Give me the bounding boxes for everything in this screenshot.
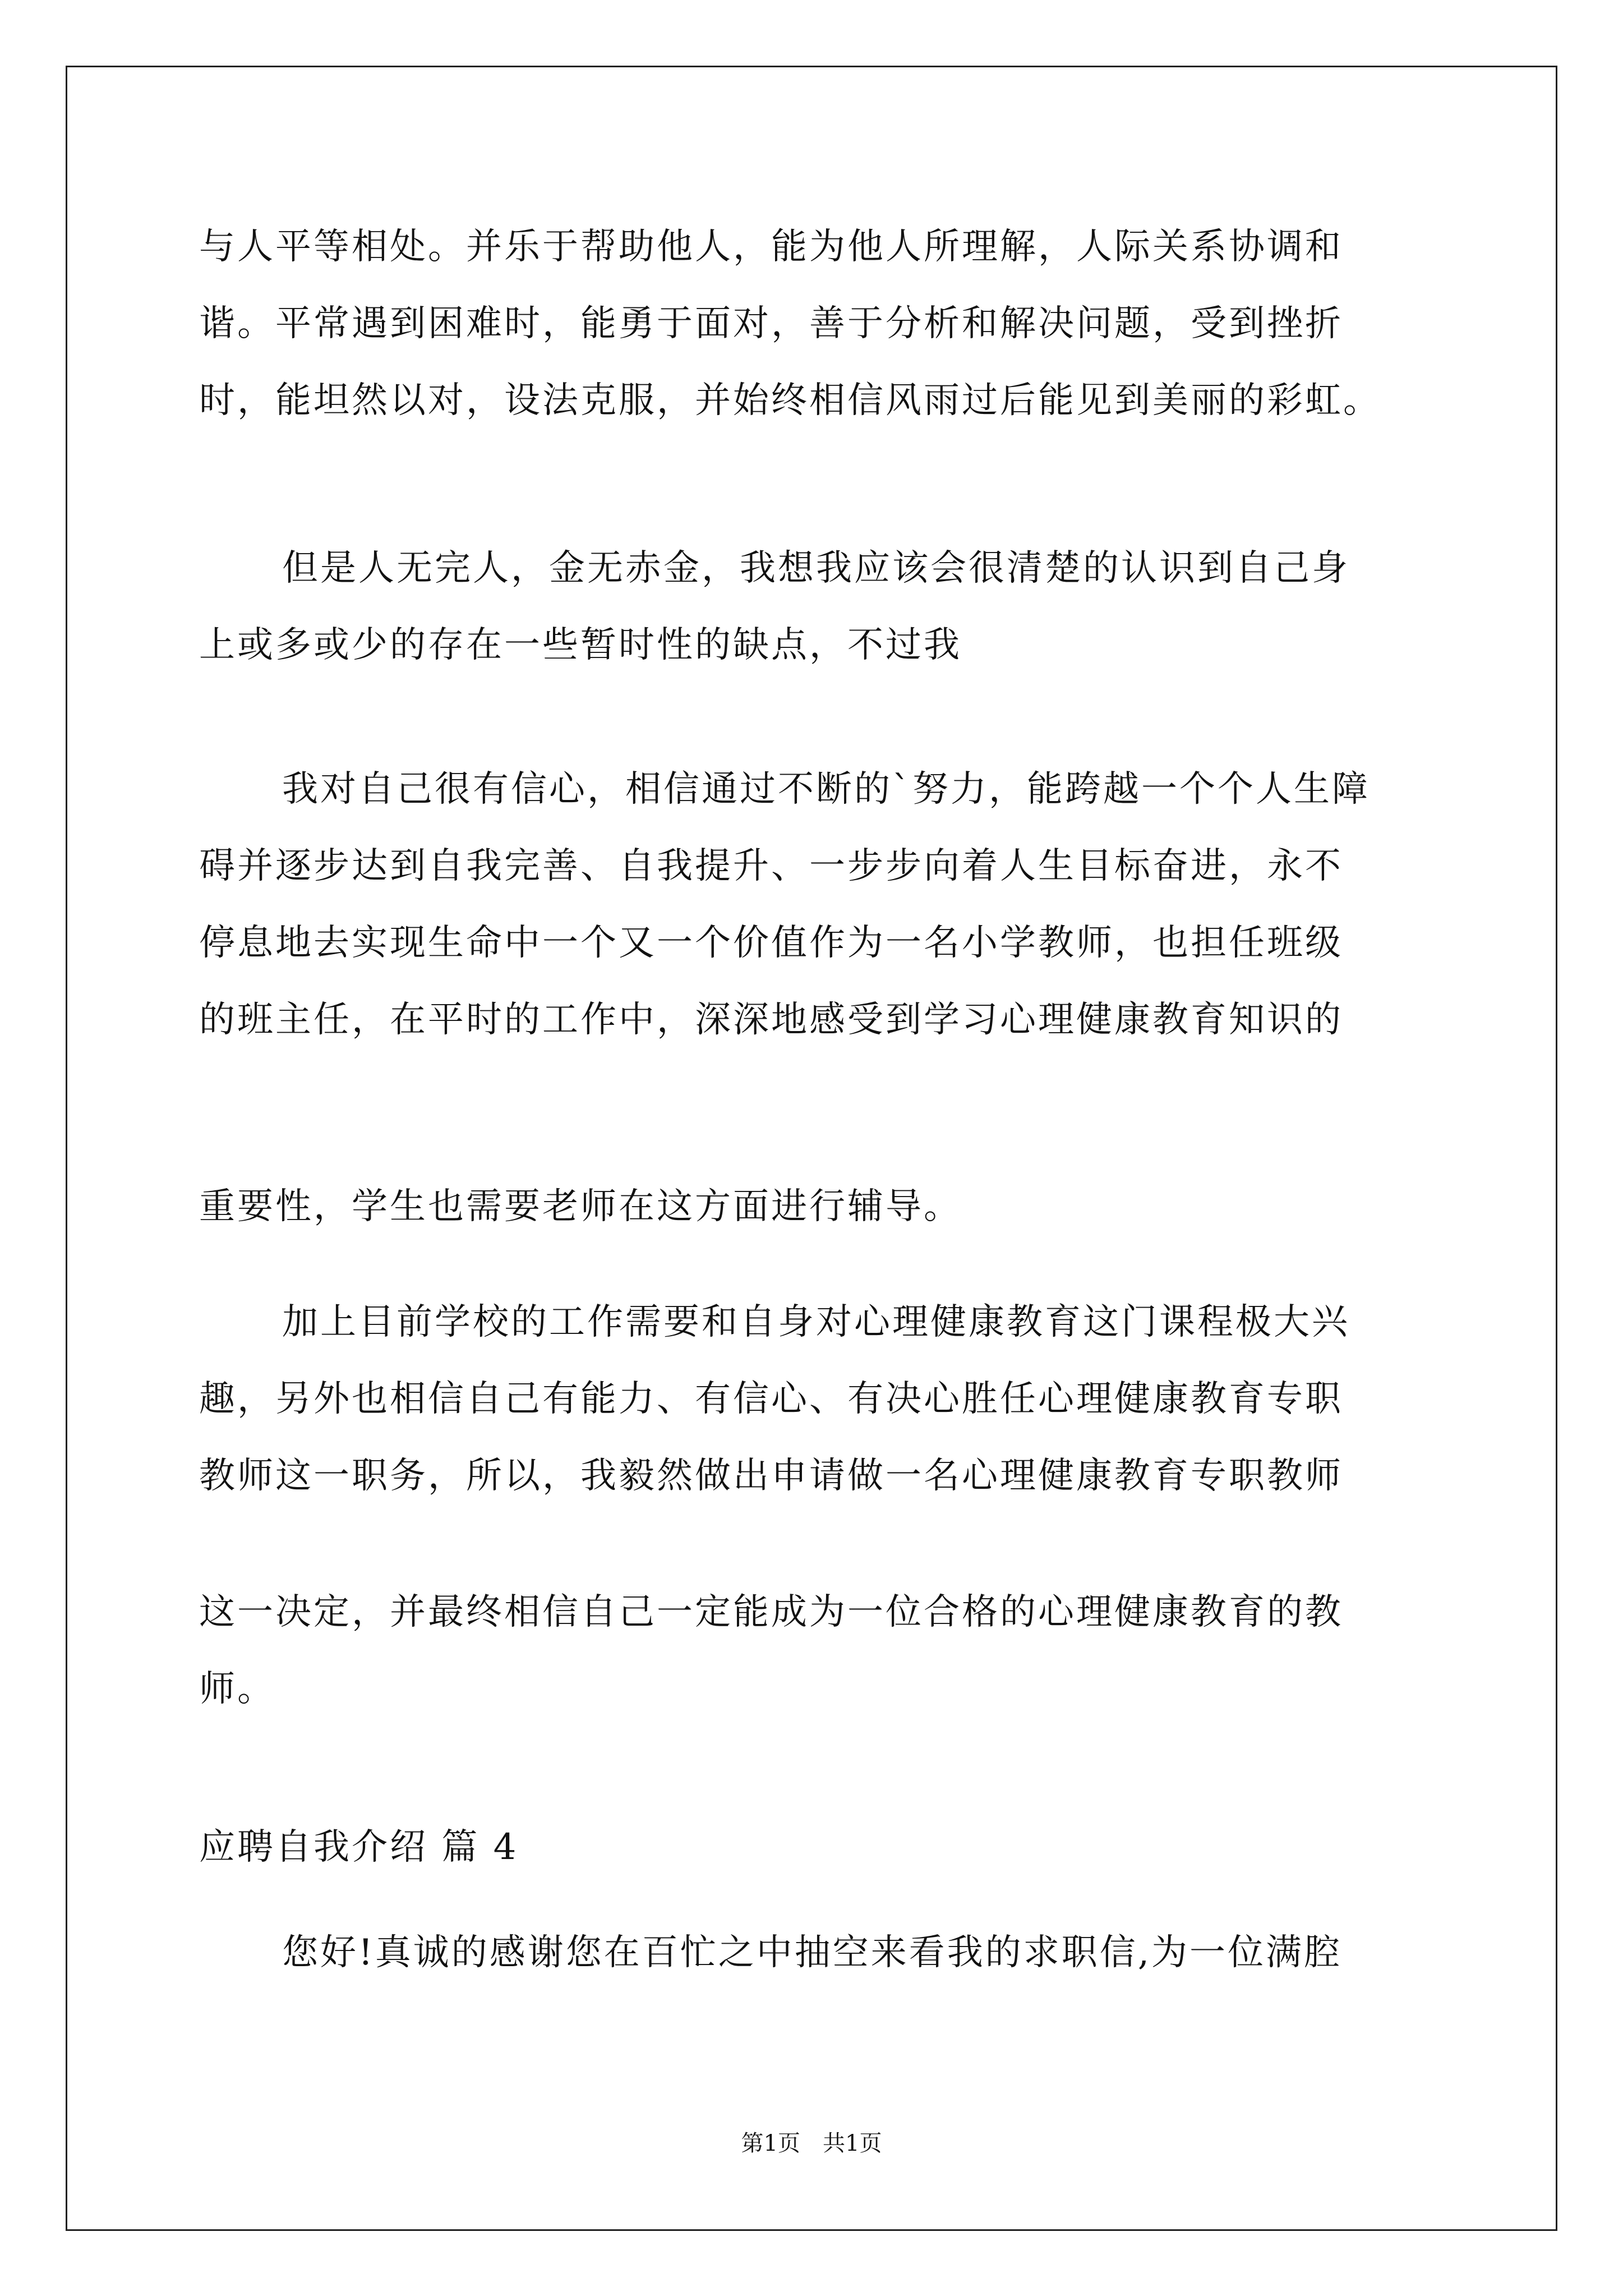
text-line: 但是人无完人，金无赤金，我想我应该会很清楚的认识到自己身: [282, 547, 1350, 589]
text-line: 时，能坦然以对，设法克服，并始终相信风雨过后能见到美丽的彩虹。: [199, 380, 1381, 421]
text-line: 教师这一职务，所以，我毅然做出申请做一名心理健康教育专职教师: [199, 1455, 1343, 1497]
text-line: 趣，另外也相信自己有能力、有信心、有决心胜任心理健康教育专职: [199, 1378, 1343, 1420]
text-line: 的班主任，在平时的工作中，深深地感受到学习心理健康教育知识的: [199, 999, 1343, 1041]
text-line: 上或多或少的存在一些暂时性的缺点，不过我: [199, 624, 962, 666]
text-line: 与人平等相处。并乐于帮助他人，能为他人所理解，人际关系协调和: [199, 226, 1343, 268]
text-line: 师。: [199, 1668, 275, 1710]
text-line: 您好!真诚的感谢您在百忙之中抽空来看我的求职信,为一位满腔: [282, 1932, 1343, 1973]
text-line: 停息地去实现生命中一个又一个价值作为一名小学教师，也担任班级: [199, 922, 1343, 964]
text-line: 谐。平常遇到困难时，能勇于面对，善于分析和解决问题，受到挫折: [199, 303, 1343, 344]
text-line: 重要性，学生也需要老师在这方面进行辅导。: [199, 1186, 962, 1227]
text-line: 我对自己很有信心，相信通过不断的`努力，能跨越一个个人生障: [282, 769, 1370, 810]
section-heading: 应聘自我介绍 篇 4: [199, 1826, 519, 1868]
page-footer: 第1页 共1页: [741, 2131, 882, 2156]
text-line: 碍并逐步达到自我完善、自我提升、一步步向着人生目标奋进，永不: [199, 845, 1343, 887]
text-line: 加上目前学校的工作需要和自身对心理健康教育这门课程极大兴: [282, 1301, 1350, 1343]
text-line: 这一决定，并最终相信自己一定能成为一位合格的心理健康教育的教: [199, 1591, 1343, 1633]
